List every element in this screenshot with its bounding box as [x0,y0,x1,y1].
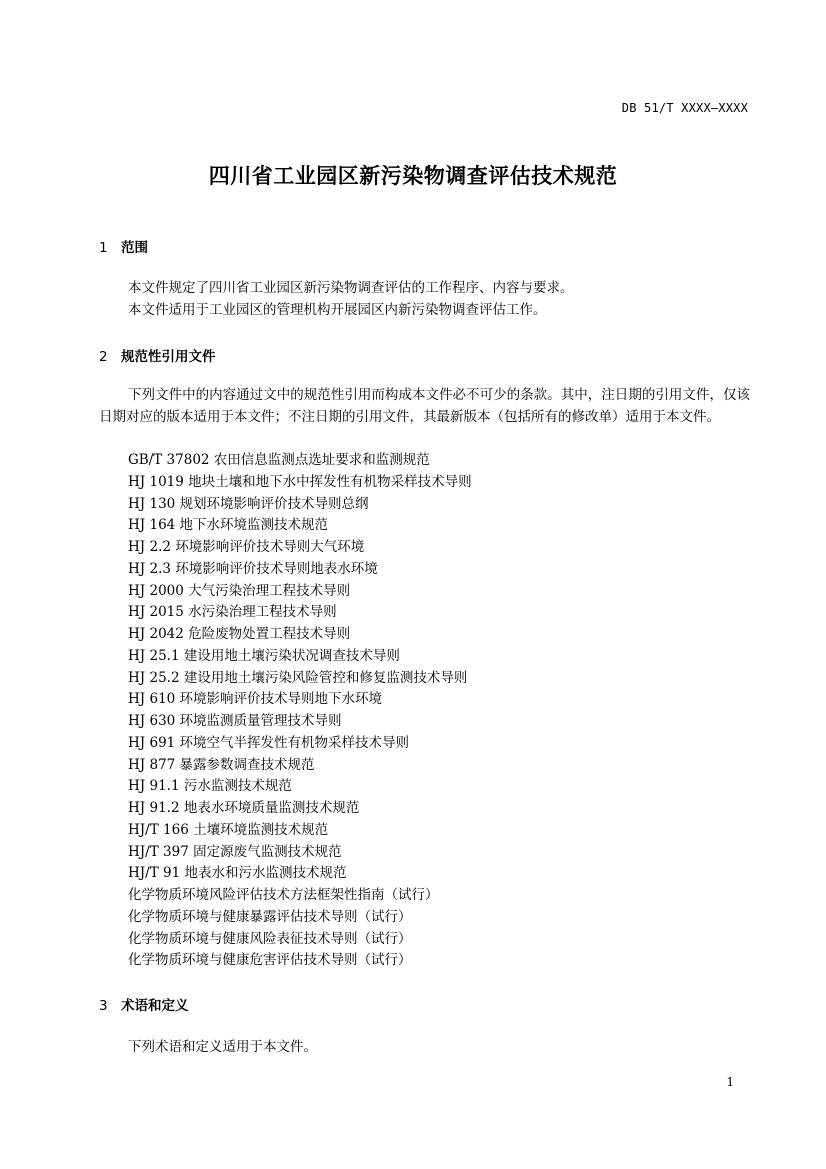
section-1-paragraph: 本文件适用于工业园区的管理机构开展园区内新污染物调查评估工作。 [128,302,547,318]
section-title: 术语和定义 [121,998,189,1014]
reference-item: HJ/T 91 地表水和污水监测技术规范 [128,865,347,882]
section-3-paragraph: 下列术语和定义适用于本文件。 [128,1039,317,1055]
document-code: DB 51/T XXXX—XXXX [621,101,748,115]
document-title: 四川省工业园区新污染物调查评估技术规范 [208,164,618,188]
reference-item: HJ 91.1 污水监测技术规范 [128,778,292,795]
reference-item: HJ 1019 地块土壤和地下水中挥发性有机物采样技术导则 [128,473,472,490]
section-2-heading [99,345,216,365]
reference-item: HJ 2000 大气污染治理工程技术导则 [128,582,351,599]
reference-item: HJ 610 环境影响评价技术导则地下水环境 [128,691,383,708]
section-3-heading [99,994,189,1014]
reference-item: HJ 691 环境空气半挥发性有机物采样技术导则 [128,734,410,751]
reference-item: 化学物质环境与健康风险表征技术导则（试行） [128,930,412,947]
section-1-paragraph: 本文件规定了四川省工业园区新污染物调查评估的工作程序、内容与要求。 [128,280,574,296]
reference-item: HJ 2.3 环境影响评价技术导则地表水环境 [128,560,378,577]
normative-reference-list [128,450,472,972]
reference-item: HJ/T 397 固定源废气监测技术规范 [128,843,342,860]
page-number: 1 [726,1075,734,1089]
section-1-heading [99,236,148,256]
section-number: 2 [99,349,108,365]
reference-item: 化学物质环境与健康暴露评估技术导则（试行） [128,908,412,925]
reference-item: HJ 2.2 环境影响评价技术导则大气环境 [128,539,365,555]
reference-item: HJ 164 地下水环境监测技术规范 [128,517,329,534]
reference-item: 化学物质环境与健康危害评估技术导则（试行） [128,952,412,969]
section-title: 规范性引用文件 [121,349,216,365]
reference-item: HJ 630 环境监测质量管理技术导则 [128,713,342,729]
reference-item: HJ 130 规划环境影响评价技术导则总纲 [128,495,369,512]
section-number: 3 [99,998,108,1014]
reference-item: HJ 2015 水污染治理工程技术导则 [128,604,337,621]
reference-item: HJ 877 暴露参数调查技术规范 [128,756,315,773]
section-title: 范围 [121,240,148,256]
section-number: 1 [99,240,108,256]
reference-item: HJ 2042 危险废物处置工程技术导则 [128,626,351,642]
reference-item: GB/T 37802 农田信息监测点选址要求和监测规范 [128,452,430,468]
reference-item: HJ/T 166 土壤环境监测技术规范 [128,821,329,838]
reference-item: HJ 91.2 地表水环境质量监测技术规范 [128,800,360,816]
section-2-intro: 下列文件中的内容通过文中的规范性引用而构成本文件必不可少的条款。其中，注日期的引用文件，仅该日期对应的版本适用于本文件；不注日期的引用文件，其最新版本（包括所有的修改单）适用于本文件。 [99,387,750,425]
reference-item: 化学物质环境风险评估技术方法框架性指南（试行） [128,887,439,903]
reference-item: HJ 25.2 建设用地土壤污染风险管控和修复监测技术导则 [128,669,468,686]
reference-item: HJ 25.1 建设用地土壤污染状况调查技术导则 [128,647,400,664]
